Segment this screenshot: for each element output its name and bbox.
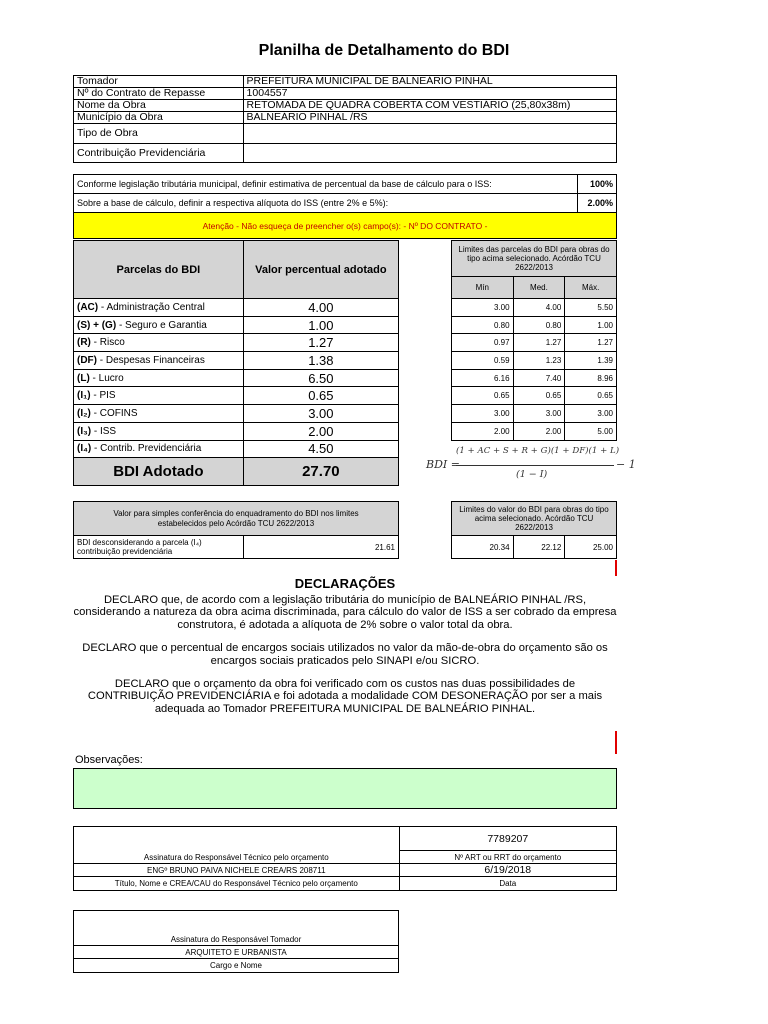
bdi-code: (R) [77,337,91,349]
col-min-header: Mín [452,277,514,299]
limits-row [452,369,617,387]
header-label: Município da Obra [74,112,244,124]
signature-tomador-label: Assinatura do Responsável Tomador [170,935,302,944]
header-label: Tomador [74,76,244,88]
iss-base-text: Conforme legislação tributária municipal, definir estimativa de percentual da base de cálculo para o ISS: [74,175,578,194]
header-label: Nome da Obra [74,100,244,112]
bdi-label: - Risco [90,337,125,349]
limits-row [452,387,617,405]
red-marker [615,731,617,754]
observacoes-field[interactable] [73,768,617,809]
bdi-code: (AC) [77,301,99,313]
header-row [74,124,617,144]
col-med-header: Med. [513,277,565,299]
tech-name-label: Título, Nome e CREA/CAU do Responsável Técnico pelo orçamento [74,877,400,891]
limit-max: 5.00 [565,422,617,440]
limit-max: 3.00 [565,405,617,423]
tomador-name-label: Cargo e Nome [74,959,399,973]
bdi-value[interactable]: 6.50 [243,369,398,387]
bdi-row [74,422,399,440]
page-title: Planilha de Detalhamento do BDI [258,42,510,59]
bdi-value[interactable]: 4.00 [243,299,398,317]
header-value[interactable]: RETOMADA DE QUADRA COBERTA COM VESTIÁRIO (25,80x38m) [243,100,616,112]
formula-lhs: BDI = [426,458,460,471]
limit-max: 5.50 [565,299,617,317]
limit-max: 1.27 [565,334,617,352]
bdi-value[interactable]: 3.00 [243,405,398,423]
iss-table [73,174,617,213]
declaracao-previdenciaria: DECLARO que o orçamento da obra foi verificado com os custos nas duas possibilidades de CONTRIBUIÇÃO PREVIDENCIÁRIA e foi adotada a modalidade COM DESONERAÇÃO por ser a mais adequada ao Tomador PREFEITURA MUNICIPAL DE BALNEÁRIO PINHAL. [87,678,603,715]
col-valor-header: Valor percentual adotado [243,241,398,299]
declaracoes-body [73,594,617,726]
header-value[interactable]: 1004557 [243,88,616,100]
iss-base-value[interactable]: 100% [578,175,617,194]
header-table [73,75,617,163]
declaracao-iss: DECLARO que, de acordo com a legislação tributária do município de BALNEÁRIO PINHAL /RS, considerando a natureza da obra acima discriminada, para cálculo do valor de ISS a ser cobrado da empresa construtora, é adotada a alíquota de 2% sobre o valor total da obra. [73,594,617,631]
iss-rate-text: Sobre a base de cálculo, definir a respectiva alíquota do ISS (entre 2% e 5%): [74,194,578,213]
formula-fraction-bar [456,465,614,466]
red-marker [615,560,617,576]
limits-title: Limites das parcelas do BDI para obras do tipo acima selecionado. Acórdão TCU 2622/2013 [452,241,617,277]
bdi-label: - Seguro e Garantia [116,319,207,331]
tipo-obra-field[interactable] [243,124,616,144]
signature-tech-label: Assinatura do Responsável Técnico pelo orçamento [143,853,329,862]
bdi-label: - COFINS [90,407,138,419]
limit-max: 0.65 [565,387,617,405]
formula-tail: − 1 [616,458,636,471]
conference-min: 20.34 [452,536,514,559]
header-row [74,88,617,100]
tech-name[interactable]: ENGº BRUNO PAIVA NICHELE CREA/RS 208711 [74,864,400,877]
bdi-code: (I₂) [77,407,91,419]
bdi-row [74,334,399,352]
bdi-value[interactable]: 1.00 [243,316,398,334]
limit-max: 8.96 [565,369,617,387]
warning-banner: Atenção - Não esqueça de preencher o(s) campo(s): - Nº DO CONTRATO - [73,212,617,239]
bdi-adotado-label: BDI Adotado [74,458,244,486]
conference-label: BDI desconsiderando a parcela (I₄) contribuição previdenciária [74,536,244,559]
bdi-label: - Despesas Financeiras [97,354,205,366]
header-label: Contribuição Previdenciária [74,144,244,163]
conference-limits-title: Limites do valor do BDI para obras do tipo acima selecionado. Acórdão TCU 2622/2013 [452,502,617,536]
bdi-row [74,405,399,423]
bdi-value[interactable]: 0.65 [243,387,398,405]
formula-denominator: (1 − I) [516,469,548,480]
limit-min: 2.00 [452,422,514,440]
limit-med: 7.40 [513,369,565,387]
date-label: Data [399,877,616,891]
art-label: Nº ART ou RRT do orçamento [399,851,616,864]
limit-max: 1.39 [565,352,617,370]
bdi-value[interactable]: 2.00 [243,422,398,440]
header-row [74,112,617,124]
header-row [74,76,617,88]
signature-tomador-table [73,910,399,973]
iss-rate-value[interactable]: 2.00% [578,194,617,213]
signature-tech-table [73,826,617,891]
limit-med: 0.80 [513,316,565,334]
limit-med: 1.27 [513,334,565,352]
bdi-row [74,369,399,387]
conference-table [73,501,399,559]
conference-med: 22.12 [513,536,565,559]
signature-tech-line[interactable] [74,827,400,864]
limit-min: 6.16 [452,369,514,387]
limits-row [452,299,617,317]
conference-max: 25.00 [565,536,617,559]
limit-min: 3.00 [452,405,514,423]
conference-value: 21.61 [243,536,398,559]
signature-tomador-line[interactable] [74,911,399,946]
bdi-formula [426,444,636,488]
bdi-code: (DF) [77,354,97,366]
limit-min: 0.97 [452,334,514,352]
limit-min: 0.80 [452,316,514,334]
limits-row [452,405,617,423]
limit-min: 3.00 [452,299,514,317]
observacoes-label: Observações: [75,754,143,766]
limits-row [452,316,617,334]
limits-row [452,352,617,370]
limit-med: 1.23 [513,352,565,370]
bdi-label: - ISS [91,425,117,437]
bdi-table [73,240,399,486]
header-value[interactable]: PREFEITURA MUNICIPAL DE BALNEÁRIO PINHAL [243,76,616,88]
bdi-label: - Contrib. Previdenciária [91,443,202,455]
limits-row [452,334,617,352]
limit-med: 4.00 [513,299,565,317]
bdi-row [74,440,399,458]
art-value[interactable]: 7789207 [399,827,616,851]
date-value[interactable]: 6/19/2018 [399,864,616,877]
header-row [74,100,617,112]
bdi-value[interactable]: 1.27 [243,334,398,352]
limits-table [451,240,617,441]
bdi-code: (I₃) [77,425,92,437]
bdi-row [74,299,399,317]
header-value[interactable]: BALNEÁRIO PINHAL /RS [243,112,616,124]
limit-med: 2.00 [513,422,565,440]
limit-min: 0.59 [452,352,514,370]
bdi-adotado-value: 27.70 [243,458,398,486]
limit-med: 0.65 [513,387,565,405]
bdi-code: (I₄) [77,443,92,455]
conference-limits-table [451,501,617,559]
limits-row [452,422,617,440]
bdi-label: - Administração Central [98,301,205,313]
bdi-code: (I₁) [77,390,91,402]
bdi-value[interactable]: 1.38 [243,352,398,370]
bdi-label: - Lucro [89,372,124,384]
bdi-row [74,316,399,334]
bdi-label: - PIS [90,390,116,402]
contribuicao-field[interactable] [243,144,616,163]
limit-max: 1.00 [565,316,617,334]
tomador-name[interactable]: ARQUITETO E URBANISTA [74,946,399,959]
conference-title: Valor para simples conferência do enquadramento do BDI nos limites estabelecidos pelo Acórdão TCU 2622/2013 [74,502,399,536]
limit-med: 3.00 [513,405,565,423]
declaracao-encargos: DECLARO que o percentual de encargos sociais utilizados no valor da mão-de-obra do orçamento são os encargos sociais praticados pelo SINAPI e/ou SICRO. [82,642,608,667]
col-max-header: Máx. [565,277,617,299]
limit-min: 0.65 [452,387,514,405]
bdi-code: (S) + (G) [77,319,117,331]
bdi-row [74,352,399,370]
header-label: Nº do Contrato de Repasse [74,88,244,100]
header-label: Tipo de Obra [74,124,244,144]
bdi-code: (L) [77,372,90,384]
declaracoes-title: DECLARAÇÕES [294,576,396,591]
col-parcelas-header: Parcelas do BDI [74,241,244,299]
header-row [74,144,617,163]
bdi-row [74,387,399,405]
formula-numerator: (1 + AC + S + R + G)(1 + DF)(1 + L) [456,446,620,456]
bdi-value[interactable]: 4.50 [243,440,398,458]
